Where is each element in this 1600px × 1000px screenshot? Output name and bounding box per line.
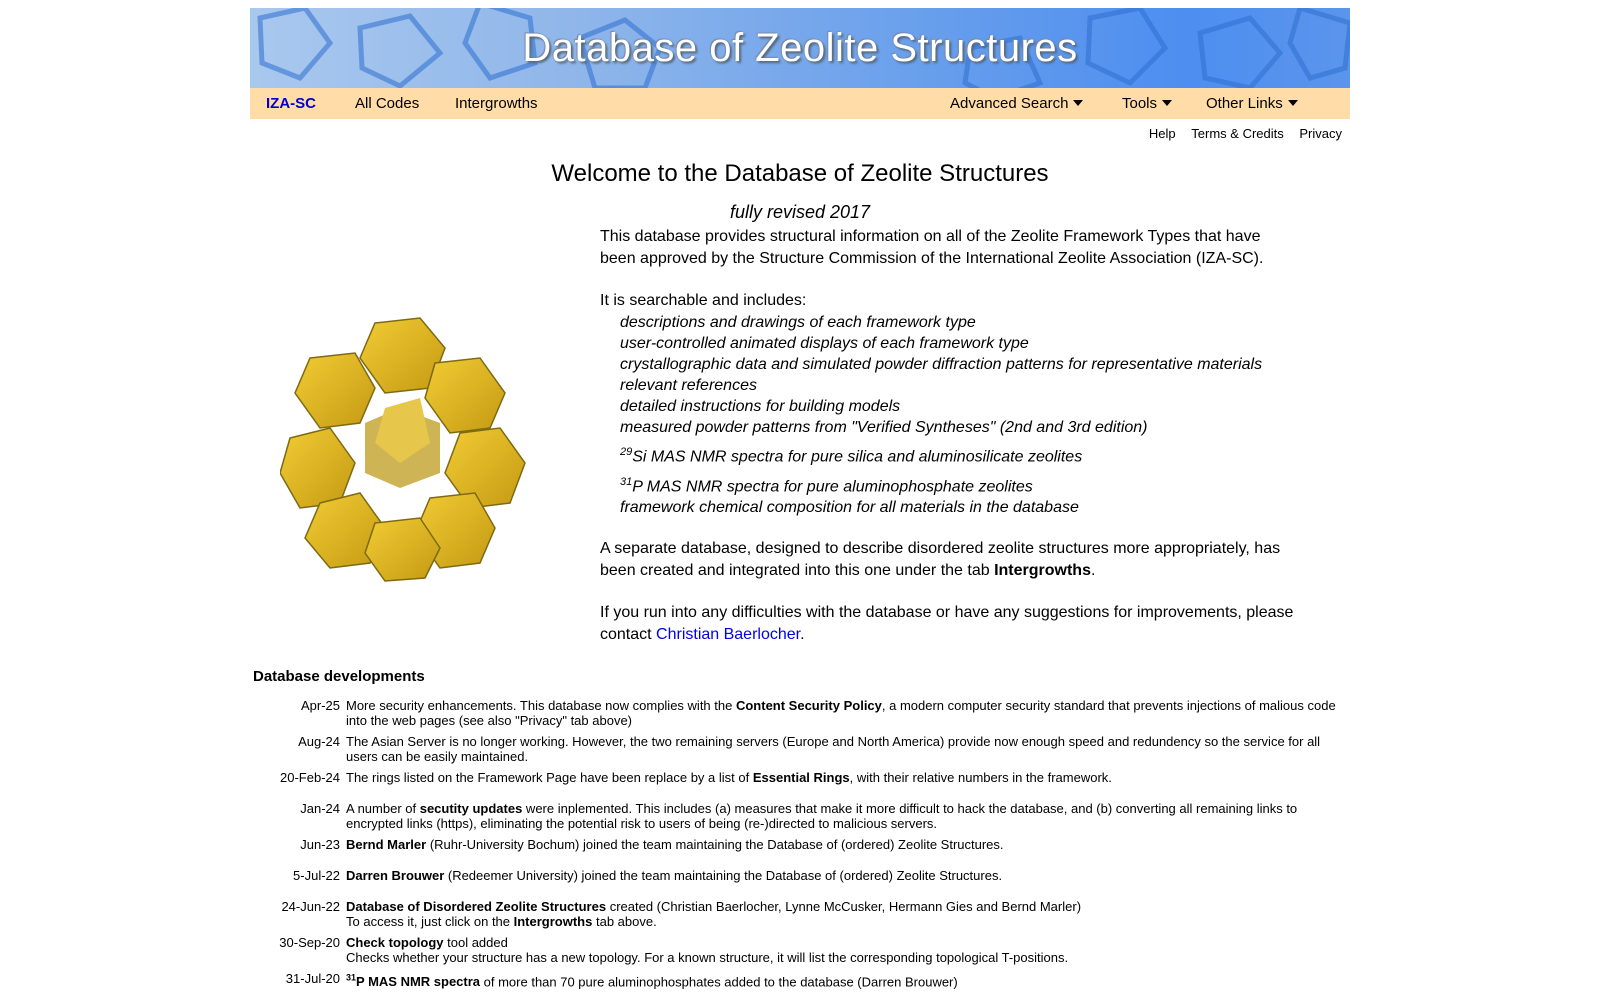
isotope-29: 29 bbox=[620, 445, 633, 458]
nav-all-codes[interactable]: All Codes bbox=[355, 95, 420, 112]
table-row bbox=[253, 935, 1347, 971]
row-text: Darren Brouwer (Redeemer University) joined the team maintaining the Database of (ordered) Zeolite Structures. bbox=[346, 868, 1003, 883]
table-row bbox=[253, 770, 1347, 801]
feature-item: measured powder patterns from "Verified Syntheses" (2nd and 3rd edition) bbox=[620, 418, 1148, 436]
table-row bbox=[253, 868, 1347, 899]
intro-text bbox=[600, 226, 1300, 666]
row-date: 31-Jul-20 bbox=[285, 971, 340, 986]
header-banner bbox=[250, 8, 1350, 88]
period: . bbox=[1090, 561, 1096, 579]
page-title: Welcome to the Database of Zeolite Structures bbox=[551, 160, 1049, 187]
feature-item: user-controlled animated displays of each framework type bbox=[620, 334, 1029, 352]
nav-iza-sc[interactable]: IZA-SC bbox=[266, 95, 316, 112]
feature-item: relevant references bbox=[620, 376, 757, 394]
p-nmr-text: P MAS NMR spectra for pure aluminophosphate zeolites bbox=[632, 478, 1033, 496]
intergrowths-emphasis: Intergrowths bbox=[994, 561, 1091, 579]
banner-title: Database of Zeolite Structures bbox=[522, 26, 1078, 70]
isotope-31: 31 bbox=[620, 475, 633, 488]
developments-heading: Database developments bbox=[253, 668, 425, 685]
feature-item: detailed instructions for building models bbox=[620, 397, 901, 415]
contact-link[interactable]: Christian Baerlocher bbox=[656, 625, 801, 643]
chevron-down-icon bbox=[1288, 100, 1298, 106]
feature-item: descriptions and drawings of each framework type bbox=[620, 313, 976, 331]
table-row bbox=[253, 899, 1347, 935]
help-link[interactable]: Help bbox=[1148, 126, 1176, 141]
feature-list bbox=[620, 312, 1300, 519]
page bbox=[250, 8, 1350, 990]
row-date: 24-Jun-22 bbox=[281, 899, 340, 914]
main-navbar bbox=[250, 88, 1350, 119]
intergrowths-text: A separate database, designed to describe disordered zeolite structures more appropriately, has been created and integrated into this one under the tab bbox=[600, 540, 1281, 579]
privacy-link[interactable]: Privacy bbox=[1299, 126, 1342, 141]
zeolite-cage-image bbox=[280, 313, 540, 583]
nav-other-links-label: Other Links bbox=[1206, 95, 1283, 112]
table-row bbox=[253, 801, 1347, 837]
period: . bbox=[800, 625, 805, 643]
revision-note: fully revised 2017 bbox=[729, 202, 871, 222]
feature-item: framework chemical composition for all materials in the database bbox=[620, 499, 1079, 517]
nav-tools-label: Tools bbox=[1122, 95, 1158, 112]
row-text: A number of secutity updates were inplemented. This includes (a) measures that make it more difficult to hack the database, and (b) converting all remaining links to encrypted links (https), eliminating the potential risk to users of being (re-)directed to malicious servers. bbox=[346, 801, 1298, 831]
nav-intergrowths[interactable]: Intergrowths bbox=[455, 95, 538, 112]
row-text: Database of Disordered Zeolite Structures created (Christian Baerlocher, Lynne McCusker, Hermann Gies and Bernd Marler) To access it, just click on the Intergrowths tab above. bbox=[346, 899, 1082, 929]
feature-item: crystallographic data and simulated powder diffraction patterns for representative materials bbox=[620, 355, 1263, 373]
row-date: Aug-24 bbox=[298, 734, 340, 749]
nav-tools[interactable] bbox=[1122, 95, 1172, 112]
table-row bbox=[253, 837, 1347, 868]
row-text: The rings listed on the Framework Page have been replace by a list of Essential Rings, with their relative numbers in the framework. bbox=[346, 770, 1112, 785]
intergrowths-paragraph bbox=[600, 538, 1300, 581]
nav-advanced-search-label: Advanced Search bbox=[950, 95, 1069, 112]
row-date: 20-Feb-24 bbox=[280, 770, 340, 785]
table-row bbox=[253, 734, 1347, 770]
row-date: 5-Jul-22 bbox=[293, 868, 340, 883]
row-text: $^{31}$P MAS NMR spectra of more than 70 pure aluminophosphates added to the database (Darren Brouwer) bbox=[346, 973, 958, 990]
nav-advanced-search[interactable] bbox=[950, 95, 1083, 112]
row-text: More security enhancements. This database now complies with the Content Security Policy, a modern computer security standard that prevents injections of malious code into the web pages (see also "Privacy" tab above) bbox=[346, 698, 1336, 728]
row-text: Check topology tool added Checks whether your structure has a new topology. For a known structure, it will list the corresponding topological T-positions. bbox=[346, 935, 1069, 965]
terms-credits-link[interactable]: Terms & Credits bbox=[1191, 126, 1284, 141]
row-date: Jun-23 bbox=[300, 837, 340, 852]
includes-heading: It is searchable and includes: bbox=[600, 292, 807, 309]
table-row bbox=[253, 698, 1347, 734]
contact-text: If you run into any difficulties with the database or have any suggestions for improvements, please contact bbox=[600, 604, 1294, 643]
row-date: Apr-25 bbox=[300, 698, 340, 713]
row-text: The Asian Server is no longer working. However, the two remaining servers (Europe and North America) provide now enough speed and redundency so the service for all users can be easily maintained. bbox=[346, 734, 1321, 764]
feature-item-p-nmr bbox=[620, 472, 1300, 497]
intro-paragraph: This database provides structural information on all of the Zeolite Framework Types that have been approved by the Structure Commission of the International Zeolite Association (IZA-SC). bbox=[600, 228, 1264, 267]
row-date: Jan-24 bbox=[300, 801, 340, 816]
chevron-down-icon bbox=[1073, 100, 1083, 106]
row-date: 30-Sep-20 bbox=[279, 935, 340, 950]
nav-other-links[interactable] bbox=[1206, 95, 1298, 112]
row-text: Bernd Marler (Ruhr-University Bochum) joined the team maintaining the Database of (ordered) Zeolite Structures. bbox=[346, 837, 1004, 852]
si-nmr-text: Si MAS NMR spectra for pure silica and aluminosilicate zeolites bbox=[632, 447, 1083, 465]
table-row bbox=[253, 971, 1347, 995]
contact-paragraph bbox=[600, 602, 1300, 645]
developments-table bbox=[253, 698, 1347, 995]
utility-links bbox=[1137, 126, 1342, 141]
chevron-down-icon bbox=[1162, 100, 1172, 106]
feature-item-si-nmr bbox=[620, 442, 1300, 467]
